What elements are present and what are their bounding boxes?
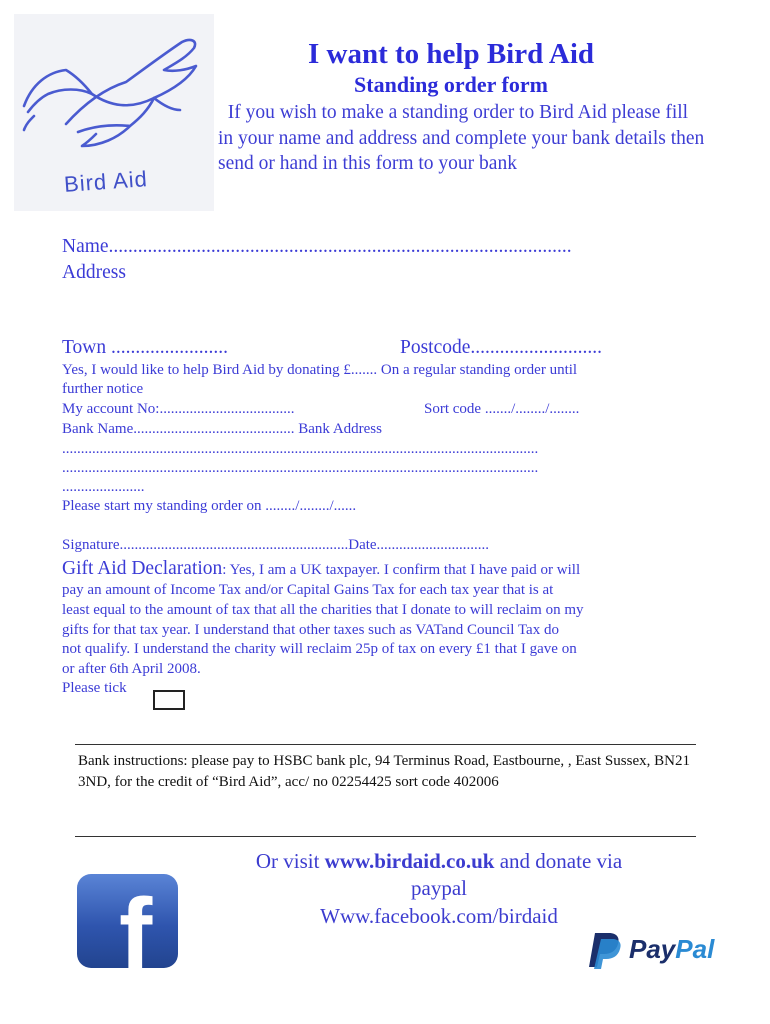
bank-instructions: Bank instructions: please pay to HSBC bank plc, 94 Terminus Road, Eastbourne, , East Sussex, BN21 3ND, for the credit of “Bird Aid”, acc/ no 02254425 sort code 402006 [78,753,690,790]
intro-text: If you wish to make a standing order to Bird Aid please fill in your name and address and complete your bank details then send or hand in this form to your bank [218,102,705,174]
paypal-wordmark: PayPal [629,934,715,964]
page-title: I want to help Bird Aid [307,38,595,70]
bank-address-line-2[interactable]: ............................................................................................................................... [62,460,539,476]
gift-aid-line-6: or after 6th April 2008. [62,661,201,677]
bird-logo-icon [14,14,214,174]
paypal-icon[interactable] [585,930,735,970]
visit-suffix: and donate via [494,849,623,873]
sort-code-field[interactable]: Sort code ......./......../........ [424,401,580,417]
signature-date-field[interactable]: Signature.............................................................Date.............................. [62,537,490,553]
page-subtitle: Standing order form [354,72,548,97]
account-number-field[interactable]: My account No:.................................... [62,401,295,417]
bank-name-field[interactable]: Bank Name........................................... Bank Address [62,421,382,437]
intro-paragraph [218,100,708,177]
facebook-link[interactable]: Www.facebook.com/birdaid [320,904,558,928]
tick-label: Please tick [62,680,127,696]
gift-aid-text-1: : Yes, I am a UK taxpayer. I confirm that I have paid or will [222,562,581,578]
bird-aid-logo [14,14,214,211]
bank-address-line-3[interactable]: ...................... [62,479,145,495]
address-field[interactable]: Address [62,262,126,283]
logo-text: Bird Aid [63,166,149,197]
gift-aid-heading: Gift Aid Declaration [62,558,223,579]
facebook-icon[interactable]: f [77,874,178,968]
website-link[interactable]: www.birdaid.co.uk [324,849,495,873]
gift-aid-line-4: gifts for that tax year. I understand that other taxes such as VATand Council Tax do [62,622,559,638]
donate-amount-field[interactable]: Yes, I would like to help Bird Aid by donating £....... On a regular standing order until [62,362,578,378]
gift-aid-checkbox[interactable] [153,690,185,710]
divider-top [75,744,696,745]
bank-address-line-1[interactable]: ............................................................................................................................... [62,441,539,457]
paypal-p-icon [585,930,625,970]
visit-line-2: paypal [411,876,467,900]
divider-bottom [75,836,696,837]
visit-line [200,847,678,875]
gift-aid-line-5: not qualify. I understand the charity will reclaim 25p of tax on every £1 that I gave on [62,641,577,657]
start-date-field[interactable]: Please start my standing order on ......../......../...... [62,498,357,514]
visit-prefix: Or visit [255,849,325,873]
postcode-field[interactable]: Postcode........................... [400,337,603,358]
town-field[interactable]: Town ........................ [62,337,229,358]
donate-line-2: further notice [62,381,144,397]
gift-aid-line-2: pay an amount of Income Tax and/or Capital Gains Tax for each tax year that is at [62,582,554,598]
gift-aid-line-1 [62,558,580,580]
name-field[interactable]: Name............................................................................................... [62,236,572,257]
gift-aid-line-3: least equal to the amount of tax that all the charities that I donate to will reclaim on my [62,602,584,618]
